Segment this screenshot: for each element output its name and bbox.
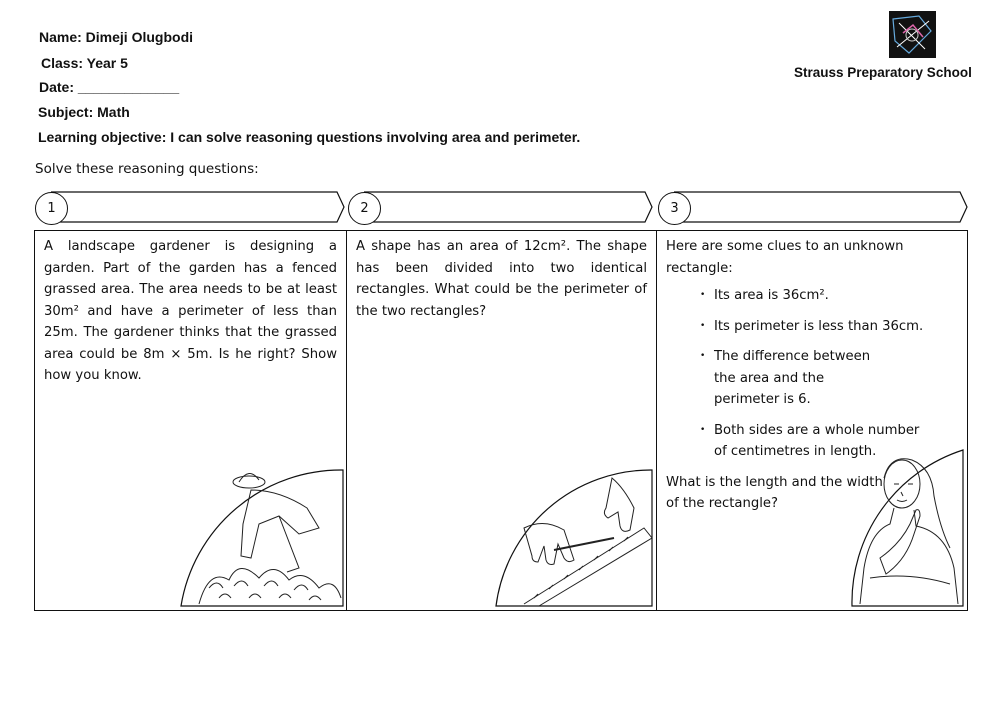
tab-banner-1 (35, 189, 345, 225)
date-field: Date: _____________ (39, 79, 180, 95)
clue-item: • Its perimeter is less than 36cm. (714, 316, 958, 338)
learning-objective: Learning objective: I can solve reasoning questions involving area and perimeter. (38, 129, 581, 145)
clue-item: • The difference between the area and the perimeter is 6. (714, 346, 874, 411)
question-3-tab (658, 189, 968, 225)
question-1-panel (35, 231, 347, 610)
clue-list (666, 285, 958, 463)
tab-banner-3 (658, 189, 968, 225)
name-field: Name: Dimeji Olugbodi (39, 29, 194, 45)
instructions: Solve these reasoning questions: (35, 161, 259, 177)
question-2-tab (348, 189, 653, 225)
tab-banner-2 (348, 189, 653, 225)
question-3-intro: Here are some clues to an unknown rectangle: (666, 239, 904, 276)
question-2-panel (347, 231, 657, 610)
school-logo-icon (889, 11, 936, 58)
thinking-girl-illustration-icon (850, 448, 965, 608)
questions-grid (34, 230, 968, 611)
question-2-number: 2 (348, 192, 381, 225)
question-3-panel (657, 231, 967, 610)
clue-item: • Its area is 36cm². (714, 285, 958, 307)
school-name: Strauss Preparatory School (794, 65, 972, 80)
question-2-text: A shape has an area of 12cm². The shape has been divided into two identical rectangles. What could be the perimeter of the two rectangles? (356, 239, 647, 319)
question-3-question: What is the length and the width of the rectangle? (666, 474, 883, 511)
subject-field: Subject: Math (38, 104, 130, 120)
question-3-number: 3 (658, 192, 691, 225)
question-1-number: 1 (35, 192, 68, 225)
gardener-illustration-icon (179, 468, 344, 608)
clue-item: • Both sides are a whole number of centimetres in length. (714, 420, 924, 463)
class-field: Class: Year 5 (41, 55, 128, 71)
question-1-text: A landscape gardener is designing a garden. Part of the garden has a fenced grassed area. The area needs to be at least 30m² and have a perimeter of less than 25m. The gardener thinks that the grassed area could be 8m × 5m. Is he right? Show how you know. (44, 239, 337, 383)
question-1-tab (35, 189, 345, 225)
ruler-hands-illustration-icon (494, 468, 654, 608)
